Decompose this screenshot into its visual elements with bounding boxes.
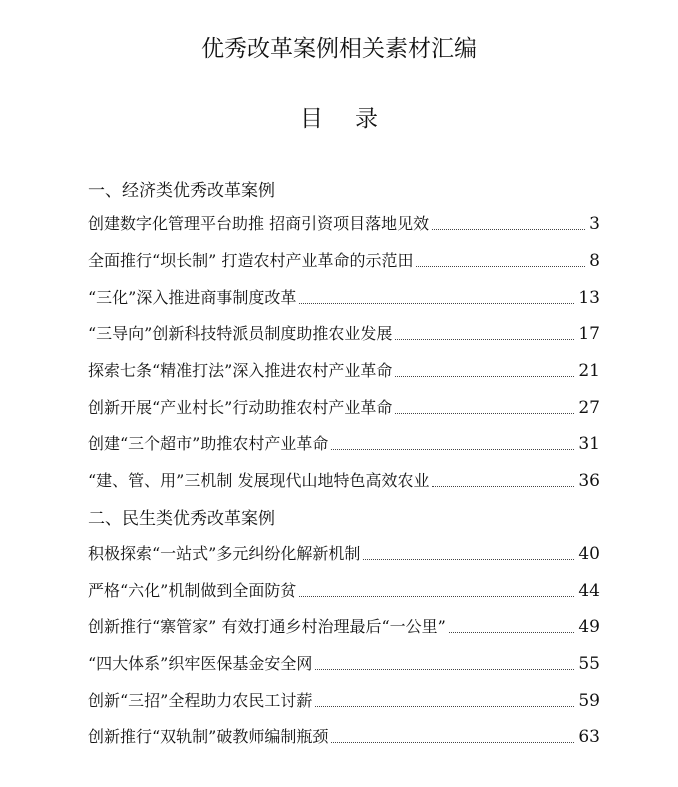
toc-entry[interactable]: [88, 393, 600, 419]
toc-entry-title: 积极探索“一站式”多元纠纷化解新机制: [88, 544, 361, 563]
toc-entry-title: 创新推行“寨管家” 有效打通乡村治理最后“一公里”: [88, 617, 446, 636]
toc-entry[interactable]: [88, 686, 600, 712]
toc-entry-page: 13: [578, 288, 600, 308]
toc-entry-page: 36: [578, 471, 600, 491]
toc-entry[interactable]: [88, 246, 600, 272]
toc-entry[interactable]: [88, 429, 600, 455]
dot-leader: [299, 303, 574, 304]
toc-entry-title: “四大体系”织牢医保基金安全网: [88, 654, 313, 673]
toc-entry-title: “三导向”创新科技特派员制度助推农业发展: [88, 324, 393, 343]
toc-entry-page: 49: [578, 617, 600, 637]
toc-entry-page: 44: [578, 581, 600, 601]
toc-entry-page: 27: [578, 398, 600, 418]
toc-entry-title: 创新开展“产业村长”行动助推农村产业革命: [88, 398, 393, 417]
dot-leader: [449, 632, 575, 633]
document-title: 优秀改革案例相关素材汇编: [201, 36, 477, 62]
toc-entry[interactable]: [88, 576, 600, 602]
toc-entry-page: 3: [589, 214, 600, 234]
toc-entry[interactable]: [88, 209, 600, 235]
toc-entry[interactable]: [88, 319, 600, 345]
dot-leader: [299, 596, 574, 597]
toc-entry[interactable]: [88, 649, 600, 675]
toc-entry-page: 17: [578, 324, 600, 344]
toc-entry-title: 创建数字化管理平台助推 招商引资项目落地见效: [88, 214, 430, 233]
toc-entry[interactable]: [88, 539, 600, 565]
dot-leader: [395, 413, 574, 414]
toc-entry-title: 探索七条“精准打法”深入推进农村产业革命: [88, 361, 393, 380]
toc-entry-page: 59: [578, 691, 600, 711]
toc-entry[interactable]: [88, 356, 600, 382]
dot-leader: [395, 376, 574, 377]
section-heading-economic: 一、经济类优秀改革案例: [88, 181, 275, 201]
dot-leader: [315, 706, 574, 707]
toc-heading: 目录: [300, 106, 410, 132]
toc-entry-title: 创建“三个超市”助推农村产业革命: [88, 434, 329, 453]
toc-entry-title: 严格“六化”机制做到全面防贫: [88, 581, 297, 600]
toc-entry-title: 创新推行“双轨制”破教师编制瓶颈: [88, 727, 329, 746]
toc-entry[interactable]: [88, 722, 600, 748]
toc-entry-title: “三化”深入推进商事制度改革: [88, 288, 297, 307]
toc-entry[interactable]: [88, 283, 600, 309]
toc-entry-page: 21: [578, 361, 600, 381]
toc-entry[interactable]: [88, 612, 600, 638]
toc-entry-page: 31: [578, 434, 600, 454]
dot-leader: [331, 449, 574, 450]
toc-entry-page: 55: [578, 654, 600, 674]
dot-leader: [432, 229, 585, 230]
dot-leader: [331, 742, 574, 743]
dot-leader: [315, 669, 574, 670]
toc-entry[interactable]: [88, 466, 600, 492]
toc-entry-title: “建、管、用”三机制 发展现代山地特色高效农业: [88, 471, 430, 490]
toc-entry-title: 创新“三招”全程助力农民工讨薪: [88, 691, 313, 710]
dot-leader: [395, 339, 574, 340]
dot-leader: [416, 266, 585, 267]
toc-entry-title: 全面推行“坝长制” 打造农村产业革命的示范田: [88, 251, 414, 270]
toc-entry-page: 40: [578, 544, 600, 564]
toc-entry-page: 63: [578, 727, 600, 747]
dot-leader: [432, 486, 574, 487]
toc-entry-page: 8: [589, 251, 600, 271]
dot-leader: [363, 559, 574, 560]
section-heading-livelihood: 二、民生类优秀改革案例: [88, 509, 275, 529]
